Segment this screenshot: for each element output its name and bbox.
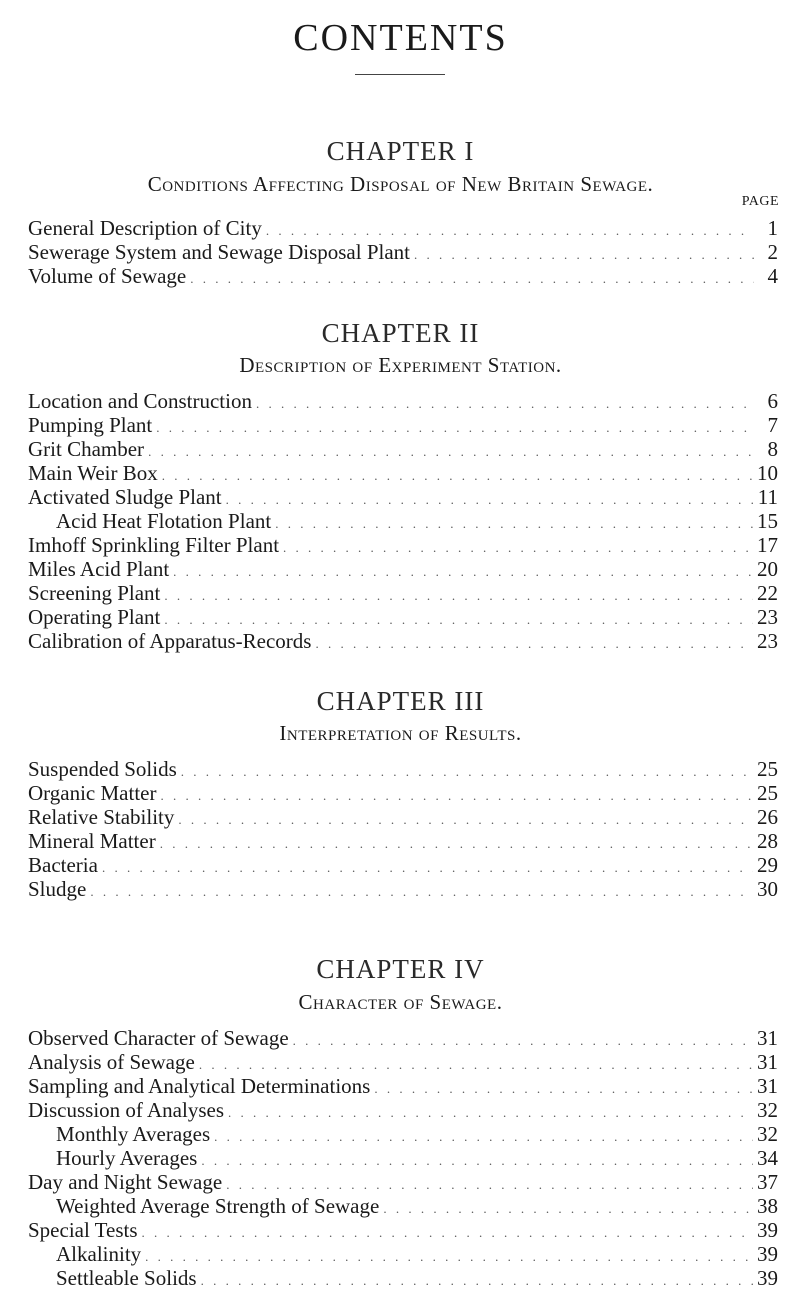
toc-entry[interactable]: [28, 1219, 778, 1241]
toc-entry-page: 29: [757, 853, 778, 877]
toc-entry-page: 28: [757, 829, 778, 853]
toc-entry-label: Grit Chamber: [28, 437, 145, 461]
dot-leader: [266, 220, 754, 242]
toc-entry-page: 32: [757, 1122, 778, 1146]
toc-entry-label: Sludge: [28, 877, 87, 901]
toc-entry-page: 37: [757, 1170, 778, 1194]
dot-leader: [315, 633, 753, 655]
toc-entry-label: Weighted Average Strength of Sewage: [56, 1194, 380, 1218]
toc-entry-page: 38: [757, 1194, 778, 1218]
dot-leader: [190, 268, 754, 290]
chapter-subtitle: Description of Experiment Station.: [239, 353, 562, 377]
toc-entry[interactable]: [28, 1171, 778, 1193]
toc-entry[interactable]: [28, 630, 778, 652]
toc-entry[interactable]: [56, 1147, 778, 1169]
dot-leader: [374, 1078, 753, 1100]
dot-leader: [228, 1102, 753, 1124]
dot-leader: [283, 537, 753, 559]
toc-entry[interactable]: [28, 534, 778, 556]
toc-entry[interactable]: [28, 582, 778, 604]
toc-entry-label: Screening Plant: [28, 581, 161, 605]
dot-leader: [293, 1030, 753, 1052]
dot-leader: [226, 1174, 753, 1196]
toc-entry[interactable]: [56, 1123, 778, 1145]
toc-entry[interactable]: [28, 265, 778, 287]
toc-entry-page: 17: [757, 533, 778, 557]
toc-entry[interactable]: [28, 241, 778, 263]
toc-entry-page: 32: [757, 1098, 778, 1122]
toc-entry-page: 2: [767, 240, 778, 264]
toc-entry[interactable]: [28, 758, 778, 780]
toc-entry-label: Acid Heat Flotation Plant: [56, 509, 272, 533]
dot-leader: [199, 1054, 753, 1076]
chapter-subtitle: Character of Sewage.: [298, 990, 503, 1014]
dot-leader: [156, 417, 754, 439]
toc-entry-label: Hourly Averages: [56, 1146, 198, 1170]
dot-leader: [160, 785, 753, 807]
toc-entry-page: 39: [757, 1266, 778, 1290]
toc-entry[interactable]: [28, 462, 778, 484]
toc-entry-label: Sampling and Analytical Determinations: [28, 1074, 371, 1098]
chapter-heading: CHAPTER I: [326, 136, 475, 166]
toc-entry[interactable]: [28, 1075, 778, 1097]
toc-entry[interactable]: [56, 1243, 778, 1265]
page-column-label: PAGE: [741, 194, 779, 209]
toc-entry[interactable]: [56, 1267, 778, 1289]
toc-entry-label: Mineral Matter: [28, 829, 156, 853]
dot-leader: [414, 244, 754, 266]
dot-leader: [226, 489, 754, 511]
toc-entry-page: 7: [767, 413, 778, 437]
toc-entry-label: Analysis of Sewage: [28, 1050, 195, 1074]
dot-leader: [201, 1270, 753, 1292]
toc-entry[interactable]: [28, 806, 778, 828]
toc-entry-label: Suspended Solids: [28, 757, 177, 781]
toc-entry-page: 31: [757, 1026, 778, 1050]
dot-leader: [256, 393, 754, 415]
dot-leader: [148, 441, 754, 463]
toc-entry[interactable]: [28, 1099, 778, 1121]
title-rule: [355, 74, 445, 75]
dot-leader: [164, 585, 753, 607]
dot-leader: [214, 1126, 753, 1148]
toc-entry-label: Special Tests: [28, 1218, 138, 1242]
toc-entry[interactable]: [28, 390, 778, 412]
dot-leader: [164, 609, 753, 631]
toc-entry[interactable]: [28, 830, 778, 852]
toc-entry-page: 39: [757, 1242, 778, 1266]
toc-entry-label: Day and Night Sewage: [28, 1170, 223, 1194]
toc-entry-label: Imhoff Sprinkling Filter Plant: [28, 533, 280, 557]
toc-entry[interactable]: [28, 878, 778, 900]
toc-entry[interactable]: [28, 217, 778, 239]
toc-entry[interactable]: [56, 1195, 778, 1217]
toc-entry-page: 1: [767, 216, 778, 240]
toc-entry-label: Organic Matter: [28, 781, 157, 805]
toc-entry[interactable]: [28, 782, 778, 804]
toc-entry-label: Observed Character of Sewage: [28, 1026, 289, 1050]
dot-leader: [90, 881, 753, 903]
chapter-subtitle: Conditions Affecting Disposal of New Britain Sewage.: [147, 172, 654, 196]
toc-entry-page: 6: [767, 389, 778, 413]
toc-entry[interactable]: [28, 854, 778, 876]
dot-leader: [173, 561, 753, 583]
toc-entry-label: Operating Plant: [28, 605, 161, 629]
toc-entry-page: 23: [757, 629, 778, 653]
toc-entry-page: 34: [757, 1146, 778, 1170]
toc-entry-label: Activated Sludge Plant: [28, 485, 222, 509]
page-title: CONTENTS: [293, 17, 508, 59]
toc-entry-label: Main Weir Box: [28, 461, 158, 485]
toc-entry-page: 10: [757, 461, 778, 485]
toc-entry[interactable]: [28, 486, 778, 508]
toc-entry-page: 26: [757, 805, 778, 829]
toc-entry-label: Location and Construction: [28, 389, 252, 413]
toc-entry-page: 22: [757, 581, 778, 605]
toc-entry-label: Miles Acid Plant: [28, 557, 170, 581]
dot-leader: [178, 809, 753, 831]
toc-entry-page: 11: [757, 485, 778, 509]
toc-entry-label: General Description of City: [28, 216, 262, 240]
dot-leader: [142, 1222, 753, 1244]
toc-entry[interactable]: [28, 1051, 778, 1073]
toc-entry[interactable]: [56, 510, 778, 532]
toc-entry-label: Alkalinity: [56, 1242, 142, 1266]
toc-entry-label: Monthly Averages: [56, 1122, 211, 1146]
toc-entry-label: Bacteria: [28, 853, 98, 877]
toc-entry-label: Volume of Sewage: [28, 264, 187, 288]
dot-leader: [181, 761, 753, 783]
dot-leader: [145, 1246, 753, 1268]
toc-entry-label: Sewerage System and Sewage Disposal Plant: [28, 240, 411, 264]
toc-entry-page: 23: [757, 605, 778, 629]
toc-entry[interactable]: [28, 606, 778, 628]
toc-entry-page: 20: [757, 557, 778, 581]
toc-entry-page: 31: [757, 1074, 778, 1098]
toc-entry-page: 39: [757, 1218, 778, 1242]
toc-entry-label: Pumping Plant: [28, 413, 153, 437]
chapter-heading: CHAPTER II: [321, 318, 480, 348]
toc-entry-page: 15: [757, 509, 778, 533]
toc-entry-page: 30: [757, 877, 778, 901]
dot-leader: [102, 857, 753, 879]
toc-entry-page: 25: [757, 781, 778, 805]
toc-entry[interactable]: [28, 414, 778, 436]
toc-entry-page: 25: [757, 757, 778, 781]
chapter-heading: CHAPTER IV: [316, 954, 485, 984]
toc-entry-label: Settleable Solids: [56, 1266, 197, 1290]
dot-leader: [162, 465, 753, 487]
chapter-subtitle: Interpretation of Results.: [279, 721, 522, 745]
dot-leader: [383, 1198, 753, 1220]
dot-leader: [275, 513, 753, 535]
dot-leader: [201, 1150, 753, 1172]
toc-entry-page: 31: [757, 1050, 778, 1074]
chapter-heading: CHAPTER III: [316, 686, 485, 716]
dot-leader: [160, 833, 753, 855]
toc-entry[interactable]: [28, 558, 778, 580]
toc-entry-page: 8: [767, 437, 778, 461]
toc-entry-page: 4: [767, 264, 778, 288]
toc-entry-label: Discussion of Analyses: [28, 1098, 224, 1122]
toc-entry-label: Relative Stability: [28, 805, 175, 829]
toc-entry[interactable]: [28, 438, 778, 460]
toc-entry[interactable]: [28, 1027, 778, 1049]
toc-entry-label: Calibration of Apparatus-Records: [28, 629, 312, 653]
